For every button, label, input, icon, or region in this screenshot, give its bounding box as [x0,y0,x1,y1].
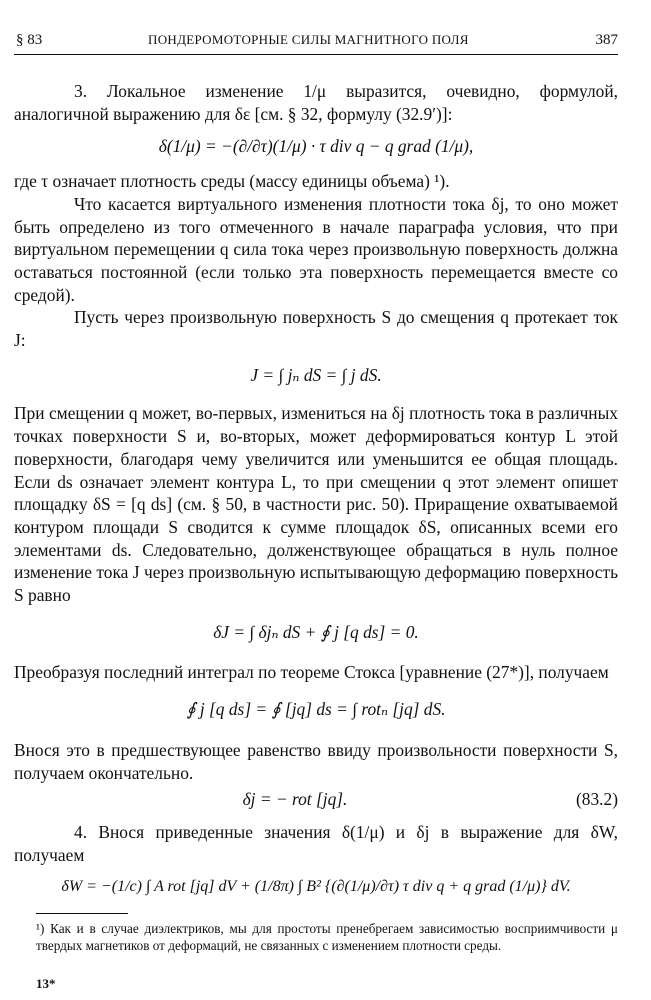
paragraph-substitution: 4. Внося приведенные значения δ(1/μ) и δj в выражение для δW, получаем [14,821,618,865]
main-text [14,80,618,899]
equation-delta-W: δW = −(1/c) ∫ A rot [jq] dV + (1/8π) ∫ B² {(∂(1/μ)/∂τ) τ div q + q grad (1/μ)} dV. [61,878,571,896]
paragraph-current-density: Что касается виртуального изменения плотности тока δj, то оно может быть определено из того отмеченного в начале параграфа условия, что при виртуальном перемещении q сила тока через произвольную поверхность должна оставаться постоянной (если только эта поверхность перемещается вместе со средой). [14,193,618,305]
footnote: ¹) Как и в случае диэлектриков, мы для простоты пренебрегаем зависимостью восприимчивости μ твердых магнетиков от деформаций, не связанных с изменением плотности среды. [36,921,618,953]
equation-83-2 [14,788,618,811]
paragraph-tau-definition: где τ означает плотность среды (массу единицы объема) ¹). [14,171,450,192]
equation-delta-J: δJ = ∫ δjₙ dS + ∮ j [q ds] = 0. [213,621,419,642]
equation-number: (83.2) [575,789,618,810]
paragraph-final: Внося это в предшествующее равенство ввиду произвольности поверхности S, получаем окончательно. [14,739,618,783]
running-header [14,14,618,48]
section-number: § 83 [16,32,43,48]
paragraph-stokes: Преобразуя последний интеграл по теореме Стокса [уравнение (27*)], получаем [14,662,609,683]
paragraph-local-change: 3. Локальное изменение 1/μ выразится, очевидно, формулой, аналогичной выражению для δε [см. § 32, формулу (32.9′)]: [14,81,618,124]
equation-83-2-body: δj = − rot [jq]. [242,789,348,810]
paragraph-surface-current: Пусть через произвольную поверхность S до смещения q протекает ток J: [14,307,618,351]
header-rule [14,54,618,55]
paragraph-displacement: При смещении q может, во-первых, измениться на δj плотность тока в различных точках поверхности S и, во-вторых, может деформироваться контур L этой поверхности, благодаря чему увеличится или уменьшится ее общая площадь. Если ds означает элемент контура L, то при смещении q этот элемент опишет площадку δS = [q ds] (см. § 50, в частности рис. 50). Приращение охватываемой контуром площади S сводится к сумме площадок δS, описанных всеми его элементами ds. Следовательно, долженствующее обращаться в нуль полное изменение тока J через произвольную испытывающую деформацию поверхность S равно [14,403,618,606]
running-title: ПОНДЕРОМОТОРНЫЕ СИЛЫ МАГНИТНОГО ПОЛЯ [148,32,469,47]
page [14,14,618,991]
signature-mark: 13* [36,976,56,991]
equation-stokes: ∮ j [q ds] = ∮ [jq] ds = ∫ rotₙ [jq] dS. [186,699,446,720]
page-number: 387 [595,32,618,48]
equation-current-J: J = ∫ jₙ dS = ∫ j dS. [250,364,382,385]
equation-delta-inv-mu: δ(1/μ) = −(∂/∂τ)(1/μ) · τ div q − q grad (1/μ), [158,136,474,157]
footnote-rule [36,913,128,914]
